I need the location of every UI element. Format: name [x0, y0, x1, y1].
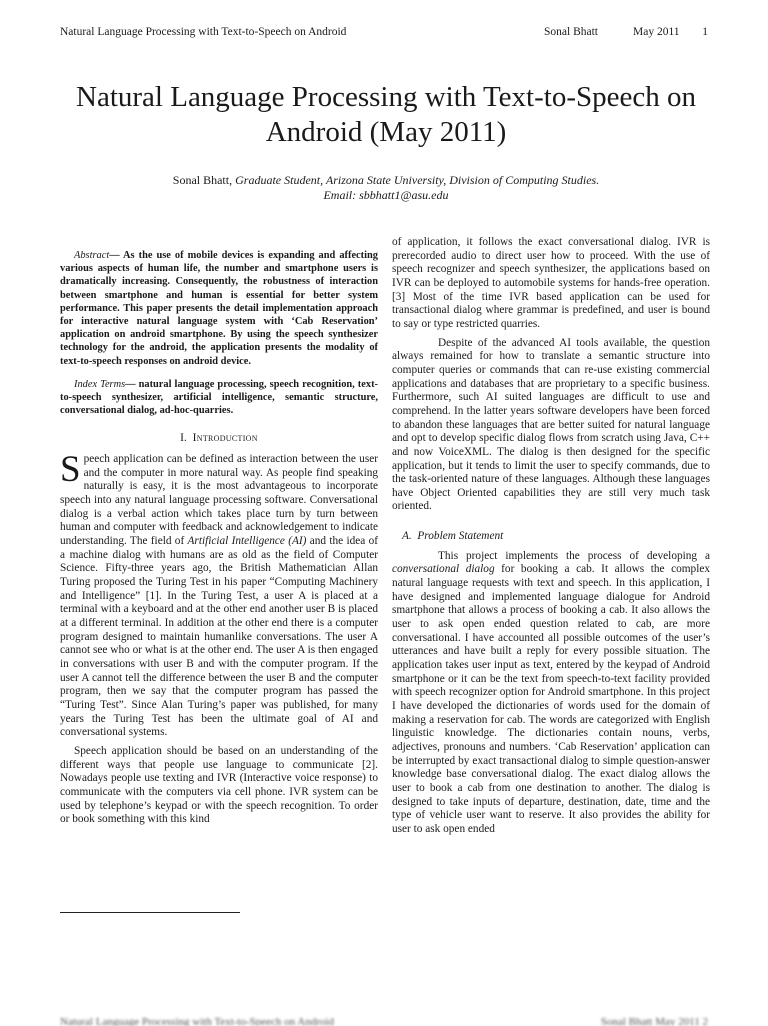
running-header-title: Natural Language Processing with Text-to-Speech on Android — [60, 26, 347, 38]
author-affiliation: Graduate Student, Arizona State University, Division of Computing Studies. — [235, 173, 600, 187]
index-terms — [60, 378, 378, 418]
author-name: Sonal Bhatt, — [172, 173, 233, 187]
running-header — [60, 26, 712, 42]
footnote-rule — [60, 912, 240, 913]
subsection-number: A. — [402, 530, 412, 543]
author-email: Email: sbbhatt1@asu.edu — [323, 188, 449, 202]
subsection-title: Problem Statement — [417, 530, 504, 543]
intro-paragraph-2: Speech application should be based on an understanding of the different ways that people use language to communicate [2]. Nowadays people use texting and IVR (Interactive voice response) to communicate with the computers via cell phone. IVR system can be used by telephone’s keypad or with the speech recognition. To order or book something with this kind — [60, 744, 378, 826]
problem-text-italic: conversational dialog — [392, 563, 495, 576]
intro-paragraph-3: Despite of the advanced AI tools available, the question always remained for how to translate a semantic structure into computer queries or commands that can re-use existing commercial applications and databases that are proprietary to a specific business. Furthermore, such AI suited languages are difficult to use and comprehend. In the latter years software developers have been forced to abandon these languages that are better suited for natural language and opt to develop specific dialog flows from scratch using Java, C++ and now VoiceXML. The dialog is then designed for the specific application, but it tends to limit the user to specify commands, due to the task-oriented nature of these languages. Although these languages have Object Oriented capabilities they are still very much task oriented. — [392, 336, 710, 513]
section-heading-introduction — [60, 432, 378, 446]
page-number: 1 — [702, 26, 708, 38]
subsection-heading-problem-statement — [392, 530, 710, 544]
drop-cap: S — [60, 449, 81, 491]
abstract-text: — As the use of mobile devices is expanding and affecting various aspects of human life, the number and smartphone users is dramatically increasing. Consequently, the robustness of interaction between smartphone and human is essential for better system performance. This paper presents the detail implementation approach for interactive natural language system with ‘Cab Reservation’ application on android smartphone. By using the speech synthesizer technology for the android, the application presents the modality of text-to-speech responses on android device. — [60, 250, 378, 367]
intro-paragraph-1 — [60, 449, 378, 740]
intro-text-a: peech application can be defined as interaction between the user and the computer in more natural way. As people find speaking naturally is easy, it is the most advantageous to incorporate speech into any natural language processing software. Conversational dialog is a verbal action which takes place turn by turn between human and computer with feedback and acknowledgement to indicate understanding. The field of — [60, 453, 378, 548]
problem-text-a: This project implements the process of developing a — [438, 549, 710, 562]
running-header-author: Sonal Bhatt — [544, 26, 598, 38]
abstract-label: Abstract — [74, 250, 110, 261]
section-number: I. — [180, 432, 187, 445]
running-header-date: May 2011 — [633, 26, 680, 38]
intro-paragraph-2-continued: of application, it follows the exact conversational dialog. IVR is prerecorded audio to direct user how to proceed. With the use of speech recognizer and speech synthesizer, the applications based on IVR can be deployed to automobile systems for hands-free operation.[3] Most of the time IVR based application can be used for transactional dialog where grammar is predefined, and user is bound to say or type restricted quarries. — [392, 236, 710, 330]
next-page-header-title: Natural Language Processing with Text-to-Speech on Android — [60, 1016, 334, 1026]
index-terms-label: Index Terms — [74, 378, 126, 390]
paper-title: Natural Language Processing with Text-to-Speech on Android (May 2011) — [76, 81, 696, 148]
problem-paragraph-1 — [392, 550, 710, 837]
section-title: Introduction — [192, 432, 258, 445]
intro-text-ai: Artificial Intelligence (AI) — [187, 535, 307, 548]
abstract — [60, 249, 378, 368]
next-page-header-meta: Sonal Bhatt May 2011 2 — [600, 1016, 708, 1026]
right-column — [392, 236, 710, 837]
author-byline — [60, 173, 712, 203]
intro-text-b: and the idea of a machine dialog with humans are as old as the field of Computer Science. Fifty-three years ago, the British Mathematician Allan Turing proposed the Turing Test in his paper “Computing Machinery and Intelligence” [1]. In the Turing Test, a user A is placed at a terminal with a keyboard and at the other end another user B is placed at a different terminal. In addition at the other end there is a computer program designed to maintain humanlike conversations. The user A cannot see who or what is at the other end. The user A is then engaged in conversations with user B and with the computer program. If the user A cannot tell the difference between the user B and the computer program, then we say that the computer program has passed the “Turing Test”. Since Alan Turing’s paper was published, for many years the Turing Test has been the ultimate goal of AI and conversational systems. — [60, 535, 378, 739]
problem-text-b: for booking a cab. It allows the complex natural language requests with text and speech. In this application, I have designed and implemented language dialogue for Android smartphone that allows a process of booking a cab. It also allows the user to ask open ended question related to cab, are more conversational. I have accounted all possible outcomes of the user’s utterances and have built a reply for every possible situation. The application takes user input as text, entered by the keypad of Android smartphone or it can be the text from speech-to-text facility provided with speech recognizer option for Android smartphone. In this project I have developed the dictionaries of words used for the domain of making a reservation for cab. The words are categorized with English linguistic knowledge. The dictionaries contain nouns, verbs, adjectives, pronouns and numbers. ‘Cab Reservation’ application can be interrupted by exact transactional dialog to simple question-answer knowledge base conversational dialog. The exact dialog allows the user to book a cab from one destination to another. The dialog is designed to take inputs of departure, destination, date, time and the type of vehicle user want to reserve. It also provides the ability for user to ask open ended — [392, 563, 710, 835]
left-column — [60, 249, 378, 827]
next-page-header-fragment — [60, 1016, 712, 1026]
index-terms-text: — natural language processing, speech recognition, text-to-speech synthesizer, artificial intelligence, semantic structure, conversational dialog, ad-hoc-quarries. — [60, 378, 378, 417]
